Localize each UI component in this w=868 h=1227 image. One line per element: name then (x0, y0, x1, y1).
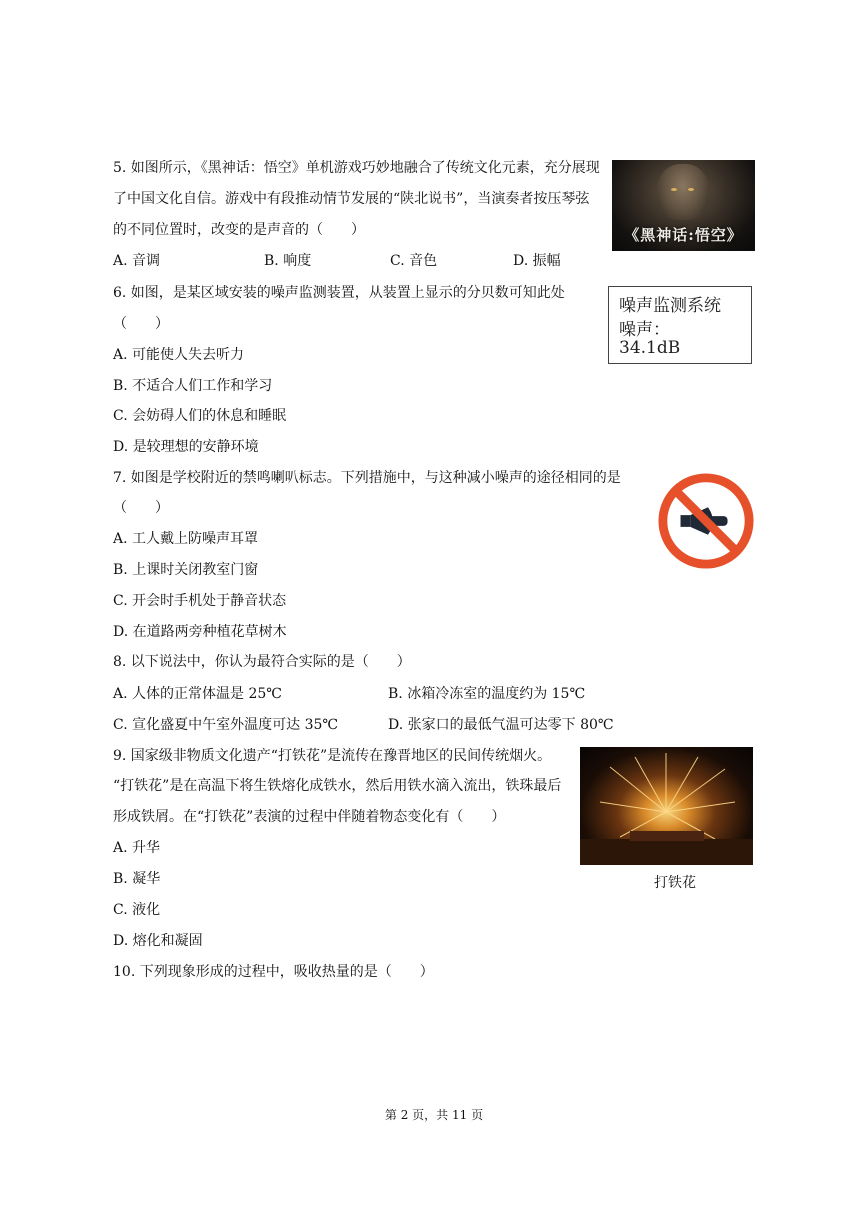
game-title-text: 《黑神话:悟空》 (624, 226, 743, 244)
q9-line-1: 9. 国家级非物质文化遗产“打铁花”是流传在豫晋地区的民间传统烟火。 (113, 748, 552, 764)
q6-line-2: （ ） (113, 316, 169, 332)
q8-option-b: B. 冰箱冷冻室的温度约为 15℃ (388, 686, 586, 702)
q7-option-c: C. 开会时手机处于静音状态 (113, 593, 287, 609)
q9-option-d: D. 熔化和凝固 (113, 933, 203, 949)
q5-line-3: 的不同位置时，改变的是声音的（ ） (113, 222, 365, 238)
no-horn-sign-icon (657, 472, 755, 570)
q6-line-1: 6. 如图，是某区域安装的噪声监测装置，从装置上显示的分贝数可知此处 (113, 285, 565, 301)
page-number-footer: 第 2 页，共 11 页 (384, 1108, 484, 1122)
q9-option-a: A. 升华 (113, 840, 161, 856)
q9-line-3: 形成铁屑。在“打铁花”表演的过程中伴随着物态变化有（ ） (113, 809, 506, 825)
q5-option-c: C. 音色 (390, 253, 438, 269)
q8-line-1: 8. 以下说法中，你认为最符合实际的是（ ） (113, 654, 411, 670)
q9-line-2: “打铁花”是在高温下将生铁熔化成铁水，然后用铁水滴入流出，铁珠最后 (113, 778, 562, 794)
sparks-illustration (580, 747, 753, 865)
q5-line-2: 了中国文化自信。游戏中有段推动情节发展的“陕北说书”，当演奏者按压琴弦 (113, 191, 590, 207)
noise-monitor-value: 34.1dB (619, 338, 681, 358)
noise-monitor-title: 噪声监测系统 (619, 296, 721, 316)
q9-option-b: B. 凝华 (113, 871, 161, 887)
q5-option-d: D. 振幅 (513, 253, 561, 269)
q6-option-c: C. 会妨碍人们的休息和睡眠 (113, 408, 287, 424)
q8-option-c: C. 宣化盛夏中午室外温度可达 35℃ (113, 717, 339, 733)
q10-line-1: 10. 下列现象形成的过程中，吸收热量的是（ ） (113, 964, 434, 980)
q9-option-c: C. 液化 (113, 902, 161, 918)
monkey-face-illustration (657, 164, 709, 220)
game-cover-image (612, 160, 755, 251)
noise-monitor-display (608, 286, 752, 364)
q7-option-a: A. 工人戴上防噪声耳罩 (113, 531, 259, 547)
q7-option-b: B. 上课时关闭教室门窗 (113, 562, 259, 578)
q6-option-a: A. 可能使人失去听力 (113, 347, 245, 363)
q7-line-2: （ ） (113, 500, 169, 516)
q5-option-b: B. 响度 (264, 253, 312, 269)
q7-option-d: D. 在道路两旁种植花草树木 (113, 624, 287, 640)
q6-option-d: D. 是较理想的安静环境 (113, 439, 259, 455)
iron-flower-caption: 打铁花 (654, 875, 696, 891)
noise-monitor-label: 噪声： (619, 320, 670, 340)
q5-line-1: 5. 如图所示，《黑神话：悟空》单机游戏巧妙地融合了传统文化元素，充分展现 (113, 160, 600, 176)
q7-line-1: 7. 如图是学校附近的禁鸣喇叭标志。下列措施中，与这种减小噪声的途径相同的是 (113, 470, 621, 486)
q5-option-a: A. 音调 (113, 253, 161, 269)
q6-option-b: B. 不适合人们工作和学习 (113, 378, 273, 394)
q8-option-a: A. 人体的正常体温是 25℃ (113, 686, 282, 702)
iron-flower-photo (580, 747, 753, 865)
q8-option-d: D. 张家口的最低气温可达零下 80℃ (388, 717, 614, 733)
